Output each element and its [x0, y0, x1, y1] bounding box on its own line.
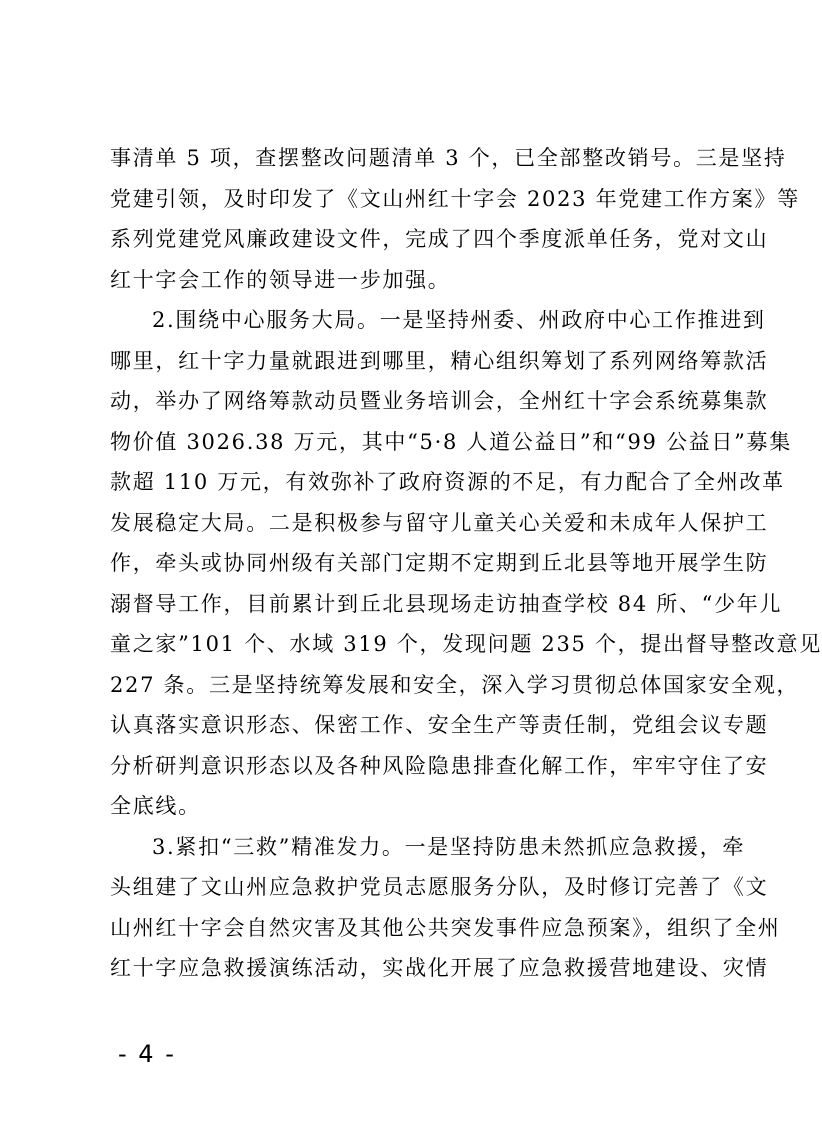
text-line: 头组建了文山州应急救护党员志愿服务分队，及时修订完善了《文 — [110, 875, 769, 899]
text-line: 全底线。 — [110, 794, 201, 818]
text-line: 227 条。三是坚持统筹发展和安全，深入学习贯彻总体国家安全观， — [110, 672, 800, 697]
text-line: 哪里，红十字力量就跟进到哪里，精心组织筹划了系列网络筹款活 — [110, 348, 769, 373]
body-text — [110, 138, 822, 989]
text-line: 红十字会工作的领导进一步加强。 — [110, 267, 451, 292]
paragraph-2 — [110, 300, 822, 827]
text-line: 山州红十字会自然灾害及其他公共突发事件应急预案》，组织了全州 — [110, 915, 781, 940]
text-line: 溺督导工作，目前累计到丘北县现场走访抽查学校 84 所、“少年儿 — [110, 591, 783, 616]
paragraph-1 — [110, 138, 800, 300]
text-line: 红十字应急救援演练活动，实战化开展了应急救援营地建设、灾情 — [110, 956, 769, 980]
text-line: 分析研判意识形态以及各种风险隐患排查化解工作，牢牢守住了安 — [110, 753, 769, 778]
text-line: 童之家”101 个、水域 319 个，发现问题 235 个，提出督导整改意见 — [110, 632, 822, 656]
text-line: 事清单 5 项，查摆整改问题清单 3 个，已全部整改销号。三是坚持 — [110, 146, 787, 170]
text-line: 认真落实意识形态、保密工作、安全生产等责任制，党组会议专题 — [110, 713, 769, 737]
text-line: 发展稳定大局。二是积极参与留守儿童关心关爱和未成年人保护工 — [110, 510, 769, 535]
text-line: 系列党建党风廉政建设文件，完成了四个季度派单任务，党对文山 — [110, 227, 769, 251]
text-line: 党建引领，及时印发了《文山州红十字会 2023 年党建工作方案》等 — [110, 186, 800, 211]
text-line: 动，举办了网络筹款动员暨业务培训会，全州红十字会系统募集款 — [110, 389, 769, 413]
text-line: 2.围绕中心服务大局。一是坚持州委、州政府中心工作推进到 — [152, 308, 766, 332]
text-line: 款超 110 万元，有效弥补了政府资源的不足，有力配合了全州改革 — [110, 470, 785, 494]
text-line: 3.紧扣“三救”精准发力。一是坚持防患未然抓应急救援，牵 — [152, 834, 746, 859]
text-line: 作，牵头或协同州级有关部门定期不定期到丘北县等地开展学生防 — [110, 551, 769, 575]
page-number: - 4 - — [118, 1040, 176, 1068]
text-line: 物价值 3026.38 万元，其中“5·8 人道公益日”和“99 公益日”募集 — [110, 429, 792, 454]
paragraph-3 — [110, 827, 781, 989]
